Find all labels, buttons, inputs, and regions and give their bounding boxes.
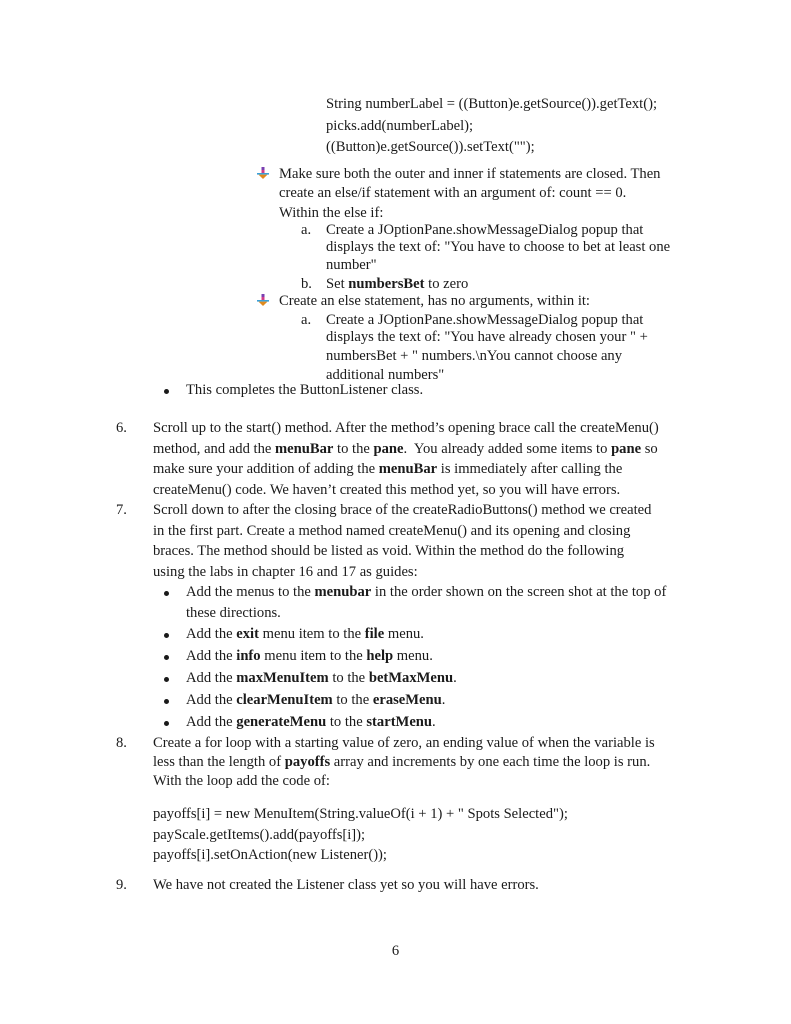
bullet-dot [164, 655, 169, 660]
bullet-text: Add the info menu item to the help menu. [186, 648, 433, 664]
step-line: Create a for loop with a starting value of zero, an ending value of when the variable is [153, 735, 655, 751]
sub-item-line: Set numbersBet to zero [326, 275, 469, 292]
bullet-dot [164, 633, 169, 638]
step-line: make sure your addition of adding the menuBar is immediately after calling the [153, 461, 623, 477]
sub-item-line: Create a JOptionPane.showMessageDialog popup that [326, 222, 644, 238]
bullet-text: Add the exit menu item to the file menu. [186, 626, 424, 642]
sub-item-marker: a. [301, 311, 312, 328]
bullet-dot [164, 389, 169, 394]
sub-item-line: number" [326, 256, 377, 273]
bold-term: numbersBet [348, 275, 425, 292]
sub-item-line: numbersBet + " numbers.\nYou cannot choose any [326, 347, 623, 364]
step-line: createMenu() code. We haven’t created this method yet, so you will have errors. [153, 481, 621, 498]
step-line: less than the length of payoffs array and increments by one each time the loop is run. [153, 754, 651, 770]
step-number: 6. [116, 420, 127, 436]
bullet-text: Add the generateMenu to the startMenu. [186, 714, 436, 730]
code-line: picks.add(numberLabel); [326, 117, 474, 134]
code-line: payScale.getItems().add(payoffs[i]); [153, 826, 366, 843]
bullet-dot [164, 721, 169, 726]
bullet-text: these directions. [186, 604, 281, 621]
bullet-text: Add the clearMenuItem to the eraseMenu. [186, 692, 446, 708]
step-line: in the first part. Create a method named createMenu() and its opening and closing [153, 522, 631, 539]
bullet-text: This completes the ButtonListener class. [186, 382, 424, 398]
bullet-dot [164, 699, 169, 704]
sub-item-line: Create a JOptionPane.showMessageDialog popup that [326, 311, 644, 328]
step-line: Scroll up to the start() method. After the method’s opening brace call the createMenu() [153, 420, 659, 436]
code-line: payoffs[i].setOnAction(new Listener()); [153, 847, 387, 863]
step-number: 9. [116, 877, 127, 893]
code-line: String numberLabel = ((Button)e.getSource()).getText(); [326, 96, 658, 112]
arrow-bullet-icon [257, 167, 269, 179]
step-line: We have not created the Listener class yet so you will have errors. [153, 877, 539, 893]
page-number: 6 [391, 943, 400, 959]
arrow-bullet-icon [257, 294, 269, 306]
code-line: payoffs[i] = new MenuItem(String.valueOf(i + 1) + " Spots Selected"); [153, 806, 568, 822]
step-line: With the loop add the code of: [153, 773, 330, 789]
sub-item-marker: b. [301, 275, 312, 292]
sub-item-marker: a. [301, 222, 312, 238]
bullet-text: Add the maxMenuItem to the betMaxMenu. [186, 670, 457, 686]
arrow-item-line: Within the else if: [279, 204, 384, 221]
step-line: braces. The method should be listed as void. Within the method do the following [153, 543, 625, 559]
sub-item-line: displays the text of: "You have already chosen your " + [326, 329, 648, 345]
step-number: 8. [116, 735, 127, 751]
arrow-item-line: Create an else statement, has no arguments, within it: [279, 292, 590, 309]
sub-item-line: additional numbers" [326, 366, 445, 383]
code-line: ((Button)e.getSource()).setText(""); [326, 139, 535, 155]
arrow-item-line: Make sure both the outer and inner if statements are closed. Then [279, 165, 661, 182]
step-line: using the labs in chapter 16 and 17 as guides: [153, 563, 418, 580]
step-line: method, and add the menuBar to the pane. You already added some items to pane so [153, 440, 658, 457]
arrow-item-line: create an else/if statement with an argument of: count == 0. [279, 185, 627, 201]
bullet-dot [164, 677, 169, 682]
bullet-text: Add the menus to the menubar in the order shown on the screen shot at the top of [186, 584, 667, 600]
sub-item-line: displays the text of: "You have to choose to bet at least one [326, 239, 671, 255]
bullet-dot [164, 591, 169, 596]
step-line: Scroll down to after the closing brace of the createRadioButtons() method we created [153, 502, 652, 518]
step-number: 7. [116, 502, 127, 518]
